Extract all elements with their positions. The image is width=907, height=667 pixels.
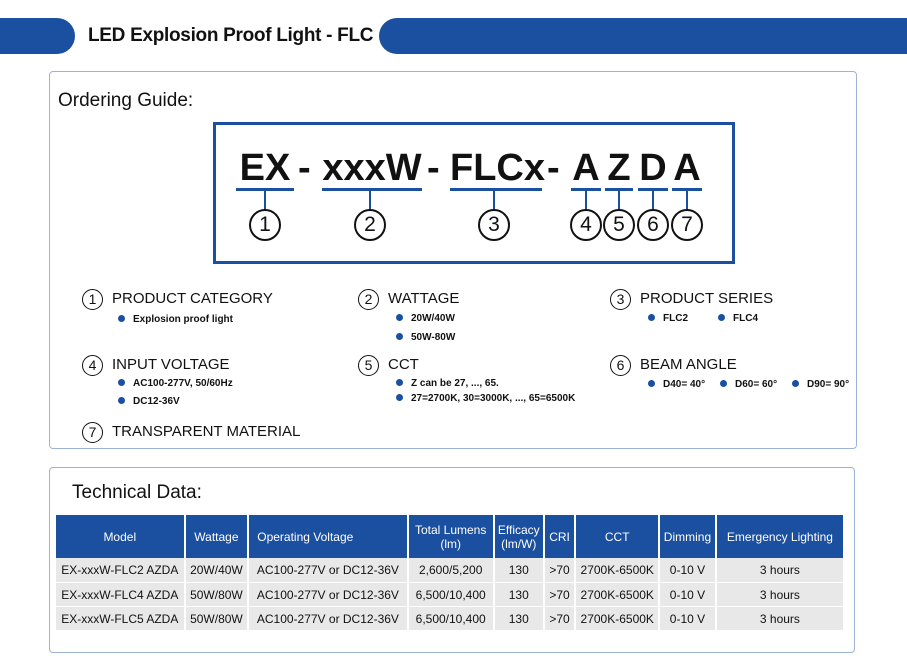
- code-segment-material: A: [673, 147, 701, 189]
- code-number-5: 5: [603, 209, 635, 241]
- legend-item: D90= 90°: [792, 379, 849, 390]
- code-dash: -: [298, 147, 311, 189]
- column-header-cct: CCT: [576, 515, 658, 558]
- bullet-dot: [396, 379, 403, 386]
- ordering-code-box: [213, 122, 735, 264]
- legend-product-series-title: PRODUCT SERIES: [640, 290, 774, 307]
- connector-line: [369, 189, 371, 211]
- legend-beam-angle-title: BEAM ANGLE: [640, 356, 737, 373]
- table-cell: 2700K-6500K: [576, 606, 658, 630]
- table-cell: 130: [495, 582, 543, 606]
- table-cell: >70: [545, 558, 575, 582]
- table-cell: 50W/80W: [186, 582, 248, 606]
- column-header-wattage: Wattage: [186, 515, 248, 558]
- legend-number-6: 6: [610, 355, 631, 376]
- code-segment-ex: EX: [236, 148, 294, 191]
- code-number-1: 1: [249, 209, 281, 241]
- legend-number-2: 2: [358, 289, 379, 310]
- connector-line: [652, 189, 654, 211]
- table-row: [56, 606, 843, 630]
- table-cell: 3 hours: [717, 606, 843, 630]
- bullet-dot: [792, 380, 799, 387]
- legend-item: 27=2700K, 30=3000K, ..., 65=6500K: [396, 393, 575, 404]
- table-cell: AC100-277V or DC12-36V: [249, 558, 406, 582]
- column-header-cri: CRI: [545, 515, 575, 558]
- code-number-4: 4: [570, 209, 602, 241]
- table-header-row: [56, 515, 843, 558]
- code-segment-wattage: xxxW: [322, 147, 422, 189]
- table-cell: 6,500/10,400: [409, 606, 493, 630]
- table-row: [56, 582, 843, 606]
- legend-item: Z can be 27, ..., 65.: [396, 378, 499, 389]
- legend-transparent-material-title: TRANSPARENT MATERIAL: [112, 423, 301, 440]
- bullet-dot: [396, 394, 403, 401]
- bullet-dot: [396, 333, 403, 340]
- table-cell: >70: [545, 606, 575, 630]
- column-header-lumens: Total Lumens (lm): [409, 515, 493, 558]
- legend-item: Explosion proof light: [118, 314, 233, 325]
- legend-product-category-title: PRODUCT CATEGORY: [112, 290, 273, 307]
- code-number-3: 3: [478, 209, 510, 241]
- table-cell: AC100-277V or DC12-36V: [249, 582, 406, 606]
- legend-cct-title: CCT: [388, 356, 419, 373]
- ordering-guide-title: Ordering Guide:: [58, 90, 194, 111]
- bullet-dot: [118, 379, 125, 386]
- legend-number-5: 5: [358, 355, 379, 376]
- table-cell: AC100-277V or DC12-36V: [249, 606, 406, 630]
- table-cell: >70: [545, 582, 575, 606]
- page-title: LED Explosion Proof Light - FLC: [88, 25, 374, 46]
- table-cell: 3 hours: [717, 582, 843, 606]
- header-bar-right: [379, 18, 907, 54]
- legend-item: FLC4: [718, 313, 758, 324]
- legend-number-3: 3: [610, 289, 631, 310]
- code-dash: -: [547, 147, 560, 189]
- table-cell: 6,500/10,400: [409, 582, 493, 606]
- legend-item: FLC2: [648, 313, 688, 324]
- bullet-dot: [648, 314, 655, 321]
- technical-data-title: Technical Data:: [72, 482, 202, 503]
- connector-line: [264, 189, 266, 211]
- header-bar-left: [0, 18, 75, 54]
- legend-item: 20W/40W: [396, 313, 455, 324]
- table-cell: 2700K-6500K: [576, 558, 658, 582]
- legend-item: DC12-36V: [118, 396, 180, 407]
- connector-line: [493, 189, 495, 211]
- code-segment-cct: Z: [605, 148, 633, 191]
- bullet-dot: [718, 314, 725, 321]
- legend-number-1: 1: [82, 289, 103, 310]
- table-cell: 3 hours: [717, 558, 843, 582]
- table-cell: 130: [495, 558, 543, 582]
- technical-data-table: [54, 515, 845, 630]
- legend-number-7: 7: [82, 422, 103, 443]
- table-cell: 50W/80W: [186, 606, 248, 630]
- legend-number-4: 4: [82, 355, 103, 376]
- code-dash: -: [427, 147, 440, 189]
- bullet-dot: [118, 315, 125, 322]
- legend-input-voltage-title: INPUT VOLTAGE: [112, 356, 230, 373]
- bullet-dot: [118, 397, 125, 404]
- connector-line: [618, 189, 620, 211]
- column-header-voltage: Operating Voltage: [249, 515, 406, 558]
- column-header-emergency: Emergency Lighting: [717, 515, 843, 558]
- table-cell: 2,600/5,200: [409, 558, 493, 582]
- column-header-efficacy: Efficacy (lm/W): [495, 515, 543, 558]
- bullet-dot: [648, 380, 655, 387]
- legend-wattage-title: WATTAGE: [388, 290, 460, 307]
- column-header-model: Model: [56, 515, 184, 558]
- connector-line: [585, 189, 587, 211]
- table-cell: 130: [495, 606, 543, 630]
- legend-item: AC100-277V, 50/60Hz: [118, 378, 233, 389]
- table-cell: 0-10 V: [660, 558, 715, 582]
- legend-item: 50W-80W: [396, 332, 455, 343]
- bullet-dot: [720, 380, 727, 387]
- table-cell: EX-xxxW-FLC4 AZDA: [56, 582, 184, 606]
- code-segment-beam: D: [639, 147, 667, 189]
- code-segment-series: FLCx: [450, 147, 545, 189]
- code-segment-voltage: A: [572, 147, 600, 189]
- code-number-7: 7: [671, 209, 703, 241]
- code-number-2: 2: [354, 209, 386, 241]
- legend-item: D40= 40°: [648, 379, 705, 390]
- table-cell: EX-xxxW-FLC5 AZDA: [56, 606, 184, 630]
- code-number-6: 6: [637, 209, 669, 241]
- table-cell: 2700K-6500K: [576, 582, 658, 606]
- connector-line: [686, 189, 688, 211]
- column-header-dimming: Dimming: [660, 515, 715, 558]
- table-cell: EX-xxxW-FLC2 AZDA: [56, 558, 184, 582]
- table-row: [56, 558, 843, 582]
- table-cell: 0-10 V: [660, 582, 715, 606]
- table-cell: 0-10 V: [660, 606, 715, 630]
- table-cell: 20W/40W: [186, 558, 248, 582]
- bullet-dot: [396, 314, 403, 321]
- legend-item: D60= 60°: [720, 379, 777, 390]
